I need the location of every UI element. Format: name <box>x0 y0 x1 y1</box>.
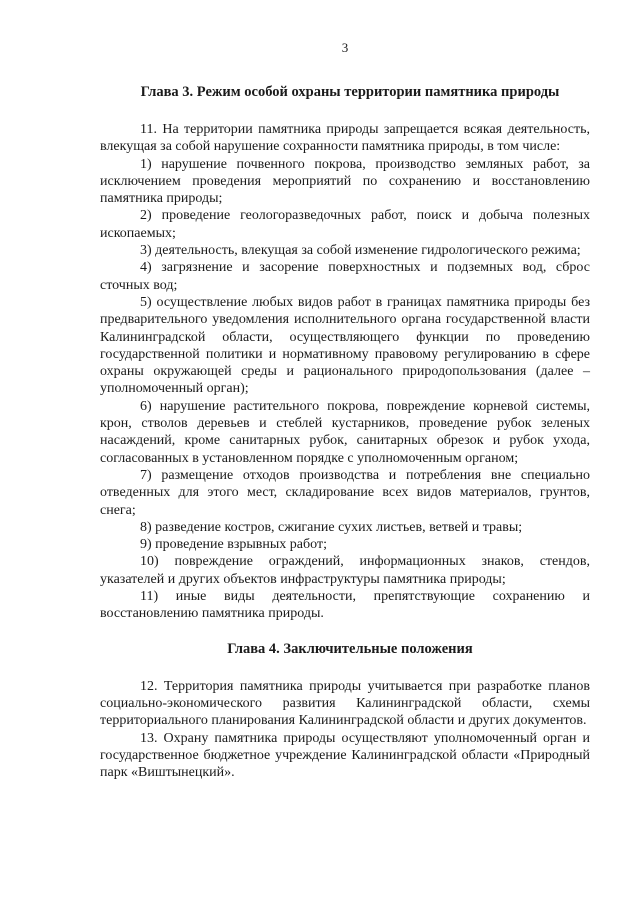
list-item: 10) повреждение ограждений, информационных знаков, стендов, указателей и других объектов инфраструктуры памятника природы; <box>100 554 590 587</box>
paragraph: 13. Охрану памятника природы осуществляют уполномоченный орган и государственное бюджетное учреждение Калининградской области «Природный парк «Виштынецкий». <box>100 730 590 781</box>
list-item: 7) размещение отходов производства и потребления вне специально отведенных для этого мест, складирование всех видов материалов, грунтов, снега; <box>100 467 590 518</box>
chapter-3-title: Глава 3. Режим особой охраны территории памятника природы <box>140 84 560 100</box>
paragraph: 11. На территории памятника природы запрещается всякая деятельность, влекущая за собой нарушение сохранности памятника природы, в том числе: <box>100 122 590 155</box>
list-item: 8) разведение костров, сжигание сухих листьев, ветвей и травы; <box>140 519 523 535</box>
chapter-4-title: Глава 4. Заключительные положения <box>227 640 473 657</box>
list-item: 5) осуществление любых видов работ в границах памятника природы без предварительного уведомления исполнительного органа государственной власти Калининградской области, осуществляющего функции по проведению государственной политики и нормативному правовому регулированию в сфере охраны окружающей среды и рационального природопользования (далее – уполномоченный орган); <box>100 294 590 397</box>
list-item: 4) загрязнение и засорение поверхностных и подземных вод, сброс сточных вод; <box>100 260 590 293</box>
list-item: 1) нарушение почвенного покрова, производство земляных работ, за исключением проведения мероприятий по сохранению и восстановлению памятника природы; <box>100 156 590 207</box>
list-item: 2) проведение геологоразведочных работ, поиск и добыча полезных ископаемых; <box>100 208 590 241</box>
list-item: 9) проведение взрывных работ; <box>140 537 327 553</box>
list-item: 3) деятельность, влекущая за собой изменение гидрологического режима; <box>140 243 581 259</box>
list-item: 6) нарушение растительного покрова, повреждение корневой системы, крон, стволов деревьев и стеблей кустарников, проведение рубок зеленых насаждений, кроме санитарных рубок, санитарных обрезок и рубок ухода, согласованных в установленном порядке с уполномоченным органом; <box>100 398 590 466</box>
paragraph: 12. Территория памятника природы учитывается при разработке планов социально-экономического развития Калининградской области, схемы территориального планирования Калининградской области и других документов. <box>100 678 590 729</box>
page-number: 3 <box>341 40 349 55</box>
list-item: 11) иные виды деятельности, препятствующие сохранению и восстановлению памятника природы. <box>100 589 590 622</box>
